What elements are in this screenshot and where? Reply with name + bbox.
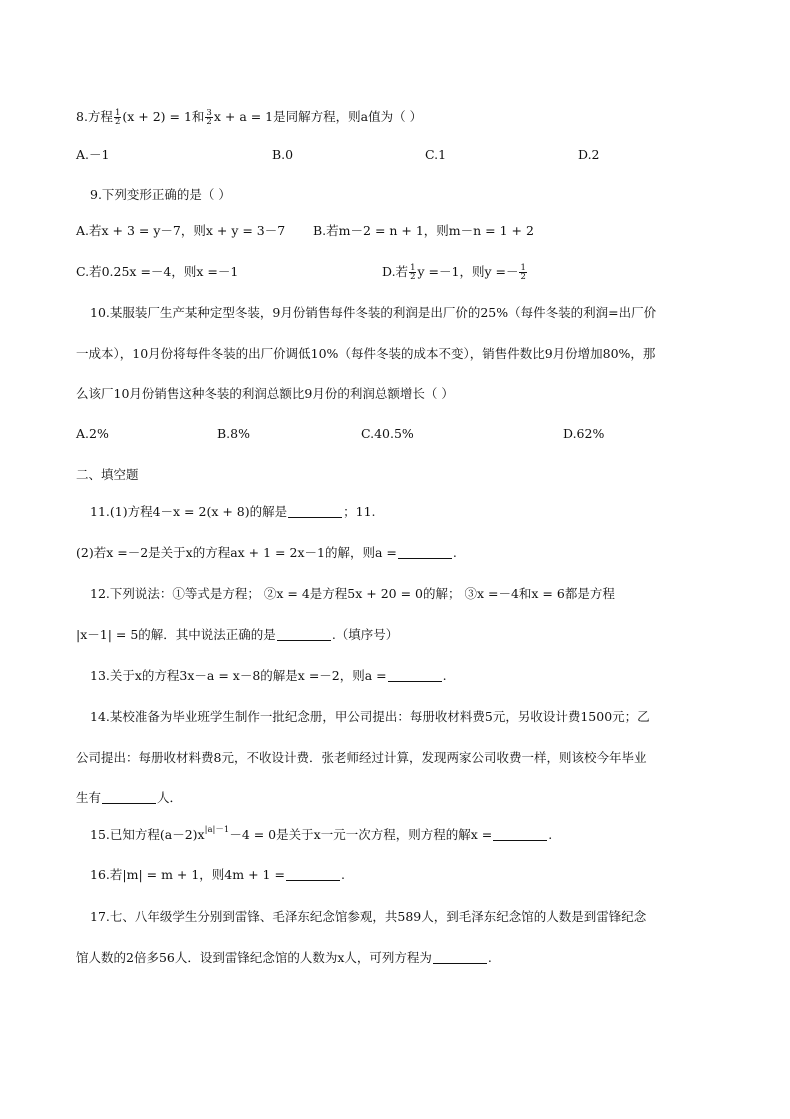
fraction: $\frac{1}{2}$: [410, 263, 416, 282]
answer-blank[interactable]: [388, 669, 442, 682]
q9-option-d: D.若 $\frac{1}{2}$ y =－1，则y =－ $\frac{1}{2}$: [382, 263, 526, 282]
q9-option-c: C.若0.25x =－4，则x =－1: [76, 264, 239, 279]
question-12-line-2: |x－1| = 5的解．其中说法正确的是 .（填序号）: [76, 627, 399, 642]
answer-blank[interactable]: [433, 951, 487, 964]
answer-blank[interactable]: [286, 868, 340, 881]
q9-option-a: A.若x + 3 = y－7，则x + y = 3－7: [76, 223, 286, 238]
answer-blank[interactable]: [288, 505, 342, 518]
q8-option-d: D.2: [578, 147, 600, 162]
q8-option-b: B.0: [272, 147, 294, 162]
answer-blank[interactable]: [102, 791, 156, 804]
question-10-line-1: 10.某服装厂生产某种定型冬装，9月份销售每件冬装的利润是出厂价的25%（每件冬装的利润=出厂价: [90, 305, 657, 320]
question-11-part-1: 11.(1)方程4－x = 2(x + 8)的解是 ；11.: [90, 504, 376, 519]
question-16: 16.若|m| = m + 1，则4m + 1 = .: [90, 867, 345, 882]
q10-option-c: C.40.5%: [361, 426, 414, 441]
fraction: $\frac{1}{2}$: [114, 108, 121, 127]
question-15: 15.已知方程$(a-2)x^{|a|-1}-4 = 0$是关于x一元一次方程，则方程的解x = .: [90, 825, 553, 842]
answer-blank[interactable]: [277, 628, 331, 641]
fraction: $\frac{1}{2}$: [520, 263, 526, 282]
answer-blank[interactable]: [493, 828, 547, 841]
question-11-part-2: (2)若x =－2是关于x的方程ax + 1 = 2x－1的解，则a = .: [76, 545, 457, 560]
question-17-line-2: 馆人数的2倍多56人．设到雷锋纪念馆的人数为x人，可列方程为 .: [76, 950, 492, 965]
question-14-line-2: 公司提出：每册收材料费8元，不收设计费．张老师经过计算，发现两家公司收费一样，则该校今年毕业: [76, 750, 647, 765]
q8-option-c: C.1: [425, 147, 447, 162]
question-10-line-3: 么该厂10月份销售这种冬装的利润总额比9月份的利润总额增长（ ）: [76, 386, 454, 401]
question-9-stem: 9.下列变形正确的是（ ）: [90, 187, 231, 202]
q10-option-a: A.2%: [76, 426, 109, 441]
q8-option-a: A.－1: [76, 147, 110, 162]
q10-option-d: D.62%: [563, 426, 605, 441]
fraction: $\frac{3}{2}$: [206, 108, 212, 127]
question-10-line-2: 一成本），10月份将每件冬装的出厂价调低10%（每件冬装的成本不变），销售件数比9月份增加80%，那: [76, 346, 656, 361]
q10-option-b: B.8%: [217, 426, 250, 441]
question-14-line-3: 生有 人．: [76, 790, 183, 805]
question-12-line-1: 12.下列说法：①等式是方程； ②x = 4是方程5x + 20 = 0的解； ③x =－4和x = 6都是方程: [90, 586, 615, 601]
question-8-stem: 8.方程 $\frac{1}{2}$ (x + 2) = 1和 $\frac{3}{2}$ x + a = 1是同解方程，则a值为（ ）: [76, 108, 423, 127]
question-14-line-1: 14.某校准备为毕业班学生制作一批纪念册，甲公司提出：每册收材料费5元，另收设计费1500元；乙: [90, 709, 650, 724]
question-13: 13.关于x的方程3x－a = x－8的解是x =－2，则a = .: [90, 668, 447, 683]
q9-option-b: B.若m－2 = n + 1，则m－n = 1 + 2: [313, 223, 534, 238]
answer-blank[interactable]: [398, 546, 452, 559]
section-heading: 二、填空题: [76, 467, 139, 482]
question-17-line-1: 17.七、八年级学生分别到雷锋、毛泽东纪念馆参观，共589人，到毛泽东纪念馆的人数是到雷锋纪念: [90, 909, 647, 924]
exponent: |a|－1: [204, 825, 230, 835]
